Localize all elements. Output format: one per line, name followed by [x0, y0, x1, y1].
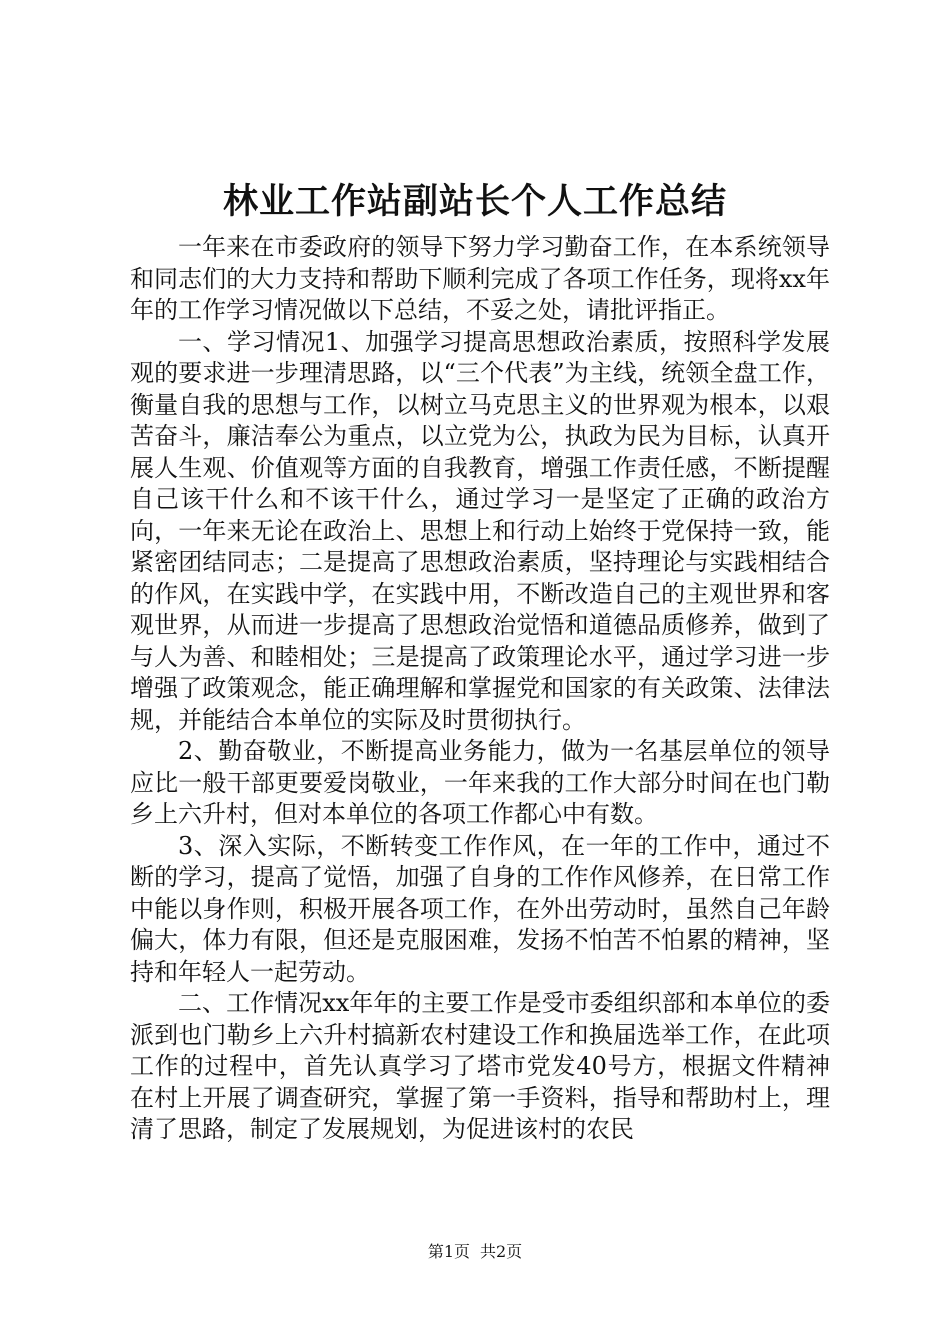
- page-footer: [0, 1242, 950, 1262]
- page-number: 第1页: [427, 1242, 470, 1261]
- paragraph-work-status: 二、工作情况xx年年的主要工作是受市委组织部和本单位的委派到也门勒乡上六升村搞新农村建设工作和换届选举工作，在此项工作的过程中，首先认真学习了塔市党发40号方，根据文件精神在村上开展了调查研究，掌握了第一手资料，指导和帮助村上，理清了思路，制定了发展规划，为促进该村的农民: [130, 989, 830, 1143]
- paragraph-study: 一、学习情况1、加强学习提高思想政治素质，按照科学发展观的要求进一步理清思路，以“三个代表”为主线，统领全盘工作，衡量自我的思想与工作，以树立马克思主义的世界观为根本，以艰苦奋斗，廉洁奉公为重点，以立党为公，执政为民为目标，认真开展人生观、价值观等方面的自我教育，增强工作责任感，不断提醒自己该干什么和不该干什么，通过学习一是坚定了正确的政治方向，一年来无论在政治上、思想上和行动上始终于党保持一致，能紧密团结同志；二是提高了思想政治素质，坚持理论与实践相结合的作风，在实践中学，在实践中用，不断改造自己的主观世界和客观世界，从而进一步提高了思想政治觉悟和道德品质修养，做到了与人为善、和睦相处；三是提高了政策理论水平，通过学习进一步增强了政策观念，能正确理解和掌握党和国家的有关政策、法律法规，并能结合本单位的实际及时贯彻执行。: [130, 327, 830, 734]
- total-pages: 共2页: [480, 1242, 523, 1261]
- paragraph-dedication: 2、勤奋敬业，不断提高业务能力，做为一名基层单位的领导应比一般干部更要爱岗敬业，一年来我的工作大部分时间在也门勒乡上六升村，但对本单位的各项工作都心中有数。: [130, 737, 830, 828]
- document-body: [130, 232, 830, 1146]
- paragraph-intro: 一年来在市委政府的领导下努力学习勤奋工作，在本系统领导和同志们的大力支持和帮助下顺利完成了各项工作任务，现将xx年年的工作学习情况做以下总结，不妥之处，请批评指正。: [130, 233, 830, 324]
- document-title: 林业工作站副站长个人工作总结: [222, 181, 727, 222]
- paragraph-work-style: 3、深入实际，不断转变工作作风，在一年的工作中，通过不断的学习，提高了觉悟，加强了自身的工作作风修养，在日常工作中能以身作则，积极开展各项工作，在外出劳动时，虽然自己年龄偏大，体力有限，但还是克服困难，发扬不怕苦不怕累的精神，坚持和年轻人一起劳动。: [130, 831, 830, 986]
